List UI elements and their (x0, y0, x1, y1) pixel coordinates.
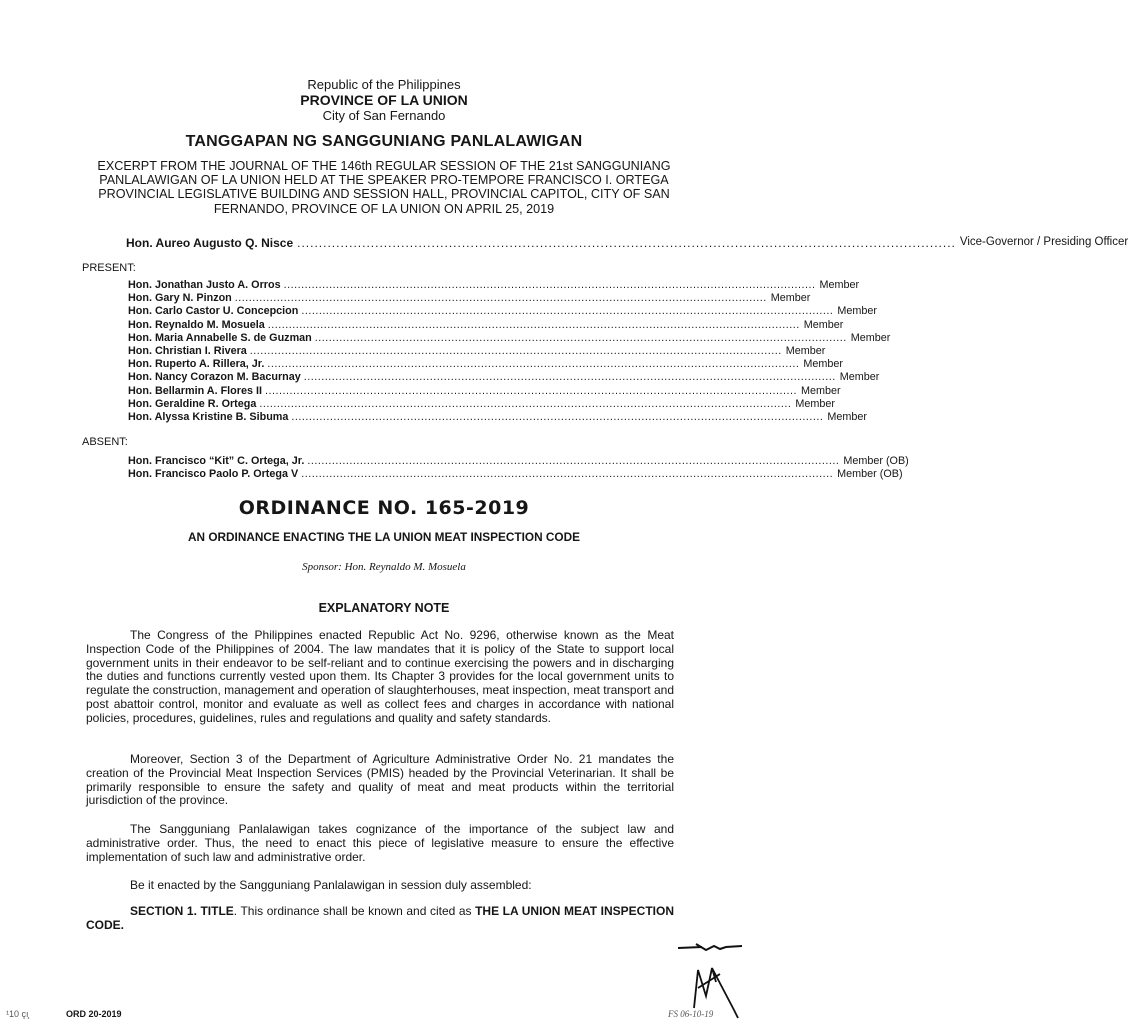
present-members-list (128, 279, 891, 424)
member-row: Hon. Alyssa Kristine B. Sibuma ........................................................................................................................................................ Member (128, 410, 867, 423)
member-row: Hon. Gary N. Pinzon ........................................................................................................................................................ Member (128, 292, 811, 305)
member-row: Hon. Ruperto A. Rillera, Jr. ........................................................................................................................................................ Member (128, 358, 843, 371)
explanatory-note-heading: EXPLANATORY NOTE (318, 601, 450, 615)
enacting-clause: Be it enacted by the Sangguniang Panlalawigan in session duly assembled: (130, 878, 532, 892)
office-title: TANGGAPAN NG SANGGUNIANG PANLALAWIGAN (185, 133, 583, 150)
ordinance-sponsor: Sponsor: Hon. Reynaldo M. Mosuela (302, 561, 466, 573)
absent-label: ABSENT: (82, 436, 128, 448)
presiding-officer-row (126, 236, 1128, 250)
presiding-officer-role: Vice-Governor / Presiding Officer (959, 236, 1128, 248)
city-line: City of San Fernando (322, 108, 446, 123)
footer-ordinance-reference: ORD 20-2019 (66, 1009, 122, 1019)
member-row: Hon. Jonathan Justo A. Orros ........................................................................................................................................................ Member (128, 279, 860, 291)
section-1-title: SECTION 1. TITLE. This ordinance shall be known and cited as THE LA UNION MEAT INSPECTION CODE. (86, 904, 674, 932)
republic-line: Republic of the Philippines (307, 77, 461, 92)
present-label: PRESENT: (82, 262, 136, 274)
member-row: Hon. Bellarmin A. Flores II ........................................................................................................................................................ Member (128, 384, 841, 397)
note-paragraph: The Congress of the Philippines enacted Republic Act No. 9296, otherwise known as the Meat Inspection Code of the Philippines of 2004. The law mandates that it is policy of the State to support local government units in their endeavor to be self-reliant and to continue exercising the powers and in discharging the duties and functions currently vested upon them. Its Chapter 3 provides for the local government units to regulate the construction, management and operation of slaughterhouses, meat inspection, meat transport and post abattoir control, monitor and evaluate as well as collect fees and charges in accordance with national policies, procedures, guidelines, rules and regulations and quality and safety standards. (86, 628, 674, 725)
province-line: PROVINCE OF LA UNION (300, 92, 468, 108)
member-row: Hon. Nancy Corazon M. Bacurnay ........................................................................................................................................................ Member (128, 371, 880, 384)
handwritten-initials (672, 938, 762, 1018)
ordinance-number: ORDINANCE NO. 165-2019 (238, 497, 530, 519)
note-paragraph: Moreover, Section 3 of the Department of Agriculture Administrative Order No. 21 mandates the creation of the Provincial Meat Inspection Services (PMIS) headed by the Provincial Veterinarian. It shall be primarily responsible to ensure the safety and quality of meat and meat products within the territorial jurisdiction of the province. (86, 752, 674, 808)
member-row: Hon. Maria Annabelle S. de Guzman ........................................................................................................................................................ Member (128, 331, 891, 344)
member-row: Hon. Christian I. Rivera ........................................................................................................................................................ Member (128, 344, 826, 357)
member-row: Hon. Reynaldo M. Mosuela ........................................................................................................................................................ Member (128, 318, 844, 331)
journal-excerpt: EXCERPT FROM THE JOURNAL OF THE 146th REGULAR SESSION OF THE 21st SANGGUNIANG PANLALAWIGAN OF LA UNION HELD AT THE SPEAKER PRO-TEMPORE FRANCISCO I. ORTEGA PROVINCIAL LEGISLATIVE BUILDING AND SESSION HALL, PROVINCIAL CAPITOL, CITY OF SAN FERNANDO, PROVINCE OF LA UNION ON APRIL 25, 2019 (97, 159, 671, 216)
member-row: Hon. Geraldine R. Ortega ........................................................................................................................................................ Member (128, 397, 835, 410)
note-paragraph: The Sangguniang Panlalawigan takes cognizance of the importance of the subject law and administrative order. Thus, the need to enact this piece of legislative measure to ensure the effective implementation of such law and administrative order. (86, 822, 674, 864)
presiding-officer-name: Hon. Aureo Augusto Q. Nisce (126, 236, 294, 250)
member-row: Hon. Francisco Paolo P. Ortega V ........................................................................................................................................................ Member (OB) (128, 468, 903, 481)
footer-handwritten-mark: ¹10 çı̧ (6, 1009, 29, 1019)
member-row: Hon. Carlo Castor U. Concepcion ........................................................................................................................................................ Member (128, 305, 877, 318)
member-row: Hon. Francisco “Kit” C. Ortega, Jr. ........................................................................................................................................................ Member (OB) (128, 455, 909, 467)
leader-dots: ........................................................................................................................................................ (297, 236, 956, 250)
ordinance-title: AN ORDINANCE ENACTING THE LA UNION MEAT INSPECTION CODE (188, 530, 580, 544)
footer-handwritten-date: FS 06-10-19 (668, 1009, 714, 1019)
absent-members-list (128, 455, 909, 481)
